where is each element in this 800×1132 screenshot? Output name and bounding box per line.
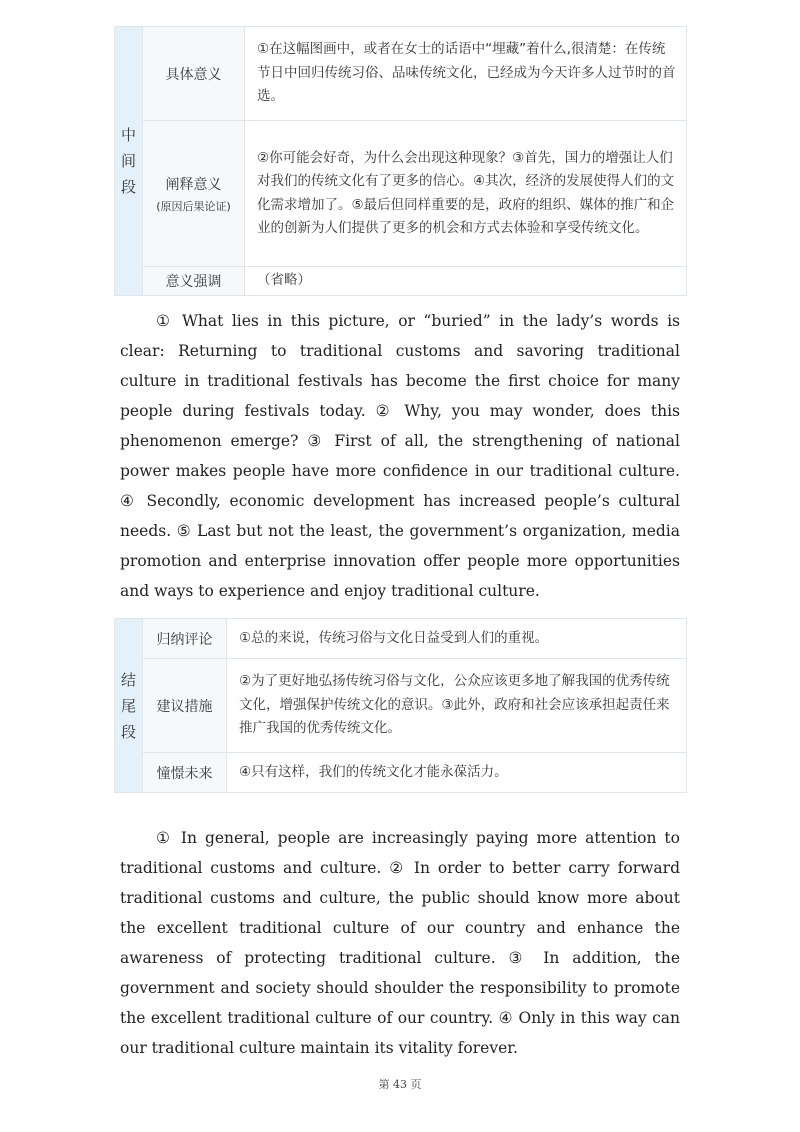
row-label: 具体意义 [143,27,245,121]
row-label: 憧憬未来 [143,753,227,793]
english-paragraph-2: ① In general, people are increasingly paying more attention to traditional customs and culture. ② In order to better carry forward traditional customs and culture, the public should know more about the excellent traditional culture of our country and enhance the awareness of protecting traditional culture. ③ In addition, the government and society should shoulder the responsibility to promote the excellent traditional culture of our country. ④ Only in this way can our traditional culture maintain its vitality forever. [120,829,680,1057]
row-content: ①总的来说，传统习俗与文化日益受到人们的重视。 [227,619,687,659]
row-content: ②为了更好地弘扬传统习俗与文化，公众应该更多地了解我国的优秀传统文化，增强保护传统文化的意识。③此外，政府和社会应该承担起责任来推广我国的优秀传统文化。 [227,659,687,753]
middle-section-table [114,26,687,296]
row-label-text: 阐释意义 [165,176,222,193]
row-label: 意义强调 [143,267,245,296]
table-row [115,659,687,753]
row-label [143,121,245,267]
table-row [115,121,687,267]
ending-section-table [114,618,687,793]
row-content: （省略） [245,267,687,296]
row-label: 归纳评论 [143,619,227,659]
row-label: 建议措施 [143,659,227,753]
table-row [115,619,687,659]
english-paragraph-1: ① What lies in this picture, or “buried” in the lady’s words is clear: Returning to traditional customs and savoring traditional culture in traditional festivals has become the first choice for many people during festivals today. ② Why, you may wonder, does this phenomenon emerge? ③ First of all, the strengthening of national power makes people have more confidence in our traditional culture. ④ Secondly, economic development has increased people’s cultural needs. ⑤ Last but not the least, the government’s organization, media promotion and enterprise innovation offer people more opportunities and ways to experience and enjoy traditional culture. [120,312,680,600]
row-content: ②你可能会好奇，为什么会出现这种现象？③首先，国力的增强让人们对我们的传统文化有了更多的信心。④其次，经济的发展使得人们的文化需求增加了。⑤最后但同样重要的是，政府的组织、媒体的推广和企业的创新为人们提供了更多的机会和方式去体验和享受传统文化。 [245,121,687,267]
row-content: ①在这幅图画中，或者在女士的话语中“埋藏”着什么,很清楚：在传统节日中回归传统习俗、品味传统文化，已经成为今天许多人过节时的首选。 [245,27,687,121]
row-sublabel: (原因后果论证) [156,199,231,213]
table-row [115,753,687,793]
section-label: 中 间 段 [115,27,143,296]
section-label: 结 尾 段 [115,619,143,793]
table-row [115,267,687,296]
table-row [115,27,687,121]
row-content: ④只有这样，我们的传统文化才能永葆活力。 [227,753,687,793]
page-number: 第 43 页 [378,1078,422,1091]
